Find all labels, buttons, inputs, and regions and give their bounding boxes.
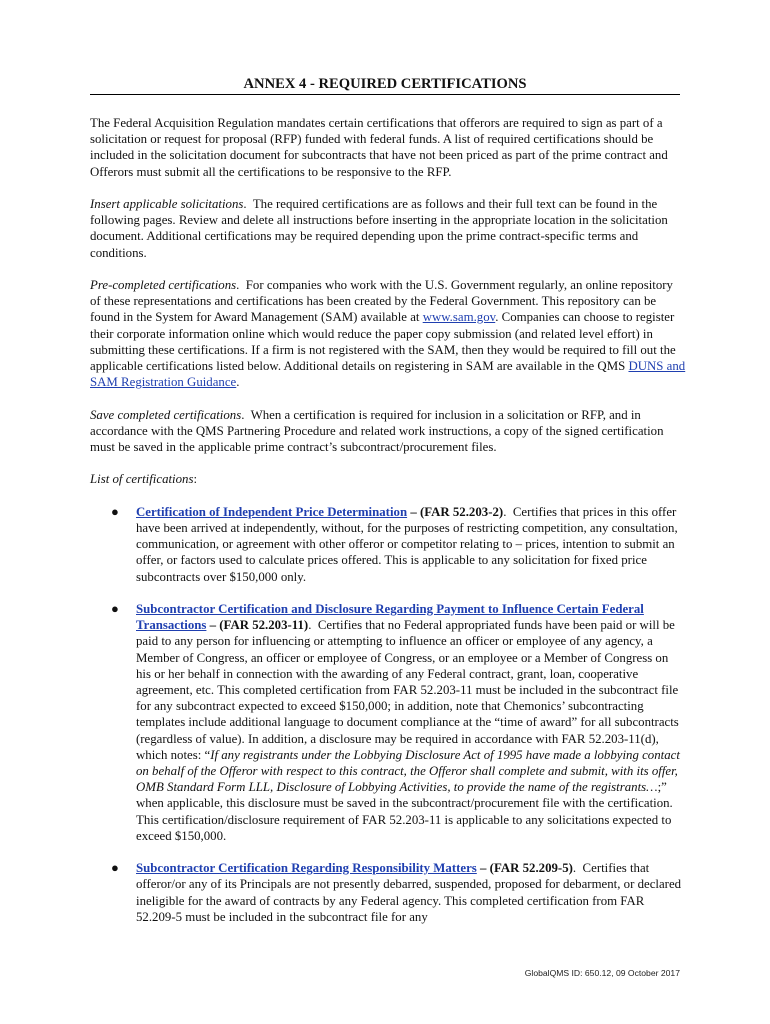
list-label: List of certifications [90, 472, 194, 487]
payment-to-influence-link[interactable]: Subcontractor Certification and Disclosure Regarding Payment to Influence Certain Federal Transactions [136, 602, 644, 633]
cert-description: Certifies that no Federal appropriated funds have been paid or will be paid to any person for influencing or attempting to influence an officer or employee of any agency, a Member of Congress, an officer or employee of Congress, or an employee or a Member of Congress on his or her behalf in connection with the awarding of any Federal contract, grant, loan, cooperative agreement, etc. This completed certification from FAR 52.203-11 must be included in the subcontract file for any subcontract expected to exceed $150,000; in addition, note that Chemonics’ subcontracting templates include additional language to document compliance at the “time of award” for all subcontracts (regardless of value). In addition, a disclosure may be required in accordance with FAR 52.203-11(d), which notes: “ [136, 618, 679, 762]
independent-price-determination-link[interactable]: Certification of Independent Price Determination [136, 504, 408, 519]
list-item: ● Certification of Independent Price Determination – (FAR 52.203-2). Certifies that prices in this offer have been arrived at independently, without, for the purposes of restricting competition, any consultation, communication, or agreement with other offeror or competitor relating to – prices, intention to submit an offer, or factors used to calculate prices offered. This is applicable to any solicitation for fixed price subcontracts over $150,000 only. [111, 503, 678, 584]
page-footer: GlobalQMS ID: 650.12, 09 October 2017 [524, 968, 680, 978]
cert-description: Certifies that prices in this offer have been arrived at independently, without, for the purposes of restricting competition, any consultation, communication, or agreement with other offeror or competitor relating to – prices, intention to submit an offer, or factors used to calculate prices offered. This is applicable to any solicitation for fixed price subcontracts over $150,000 only. [136, 504, 678, 584]
lobbying-quote: If any registrants under the Lobbying Disclosure Act of 1995 have made a lobbying contact on behalf of the Offeror with respect to this contract, the Offeror shall complete and submit, with its offer, OMB Standard Form LLL, Disclosure of Lobbying Activities, to provide the name of the registrants… [136, 747, 680, 795]
far-reference: – (FAR 52.203-11) [209, 618, 309, 633]
cert-description-continued: ;” when applicable, this disclosure must be saved in the subcontract/procurement file with the certification. This certification/disclosure requirement of FAR 52.203-11 is applicable to any solicitations expected to exceed $150,000. [136, 780, 673, 843]
precompleted-text-3: . [236, 375, 240, 390]
save-label: Save completed certifications [90, 407, 242, 422]
page-title: ANNEX 4 - REQUIRED CERTIFICATIONS [90, 76, 680, 95]
certifications-list [90, 504, 686, 925]
insert-label: Insert applicable solicitations [90, 197, 244, 211]
cert-description: Certifies that offeror/or any of its Principals are not presently debarred, suspended, proposed for debarment, or declared ineligible for the award of contracts by any Federal agency. This completed certification from FAR 52.209-5 must be included in the subcontract file for any [136, 861, 682, 924]
intro-paragraph: The Federal Acquisition Regulation mandates certain certifications that offerors are required to sign as part of a solicitation or request for proposal (RFP) funded with federal funds. A list of required certifications should be included in the solicitation document for subcontracts that have not been priced as part of the prime contract and Offerors must submit all the certifications to be responsive to the RFP. [90, 116, 668, 179]
responsibility-matters-link[interactable]: Subcontractor Certification Regarding Responsibility Matters [136, 861, 477, 876]
list-label-paragraph: List of certifications: [90, 472, 198, 487]
precompleted-paragraph: Pre-completed certifications. For companies who work with the U.S. Government regularly, an online repository of these representations and certifications has been created by the Federal Government. This repository can be found in the System for Award Management (SAM) available at www.sam.gov. Companies can choose to register their corporate information online which would reduce the paper copy submission (and related level effort) in submitting these certifications. If a firm is not registered with the SAM, then they would be required to fill out the applicable certifications listed below. Additional details on registering in SAM are available in the QMS DUNS and SAM Registration Guidance. [90, 278, 686, 390]
duns-sam-guidance-link[interactable]: DUNS and SAM Registration Guidance [90, 359, 686, 390]
insert-text: The required certifications are as follows and their full text can be found in the following pages. Review and delete all instructions before inserting in the appropriate location in the solicitation document. Additional certifications may be required depending upon the prime contract-specific terms and conditions. [90, 197, 668, 260]
save-paragraph: Save completed certifications. When a certification is required for inclusion in a solicitation or RFP, and in accordance with the QMS Partnering Procedure and related work instructions, a copy of the signed certification must be saved in the applicable prime contract’s subcontract/procurement files. [90, 407, 664, 455]
precompleted-text-2: . Companies can choose to register their corporate information online which would reduce the paper copy submission (and related level effort) in submitting these certifications. If a firm is not registered with the SAM, then they would be required to fill out the applicable certifications listed below. Additional details on registering in SAM are available in the QMS [90, 310, 676, 374]
bullet-icon: ● [111, 860, 119, 876]
far-reference: – (FAR 52.209-5) [480, 861, 573, 876]
far-reference: – (FAR 52.203-2) [410, 504, 504, 519]
bullet-icon: ● [111, 601, 119, 616]
sam-gov-link[interactable]: www.sam.gov [422, 310, 496, 325]
precompleted-label: Pre-completed certifications [90, 278, 237, 292]
save-text: When a certification is required for inclusion in a solicitation or RFP, and in accordance with the QMS Partnering Procedure and related work instructions, a copy of the signed certification must be saved in the applicable prime contract’s subcontract/procurement files. [90, 407, 664, 455]
list-item: ● Subcontractor Certification and Disclosure Regarding Payment to Influence Certain Federal Transactions – (FAR 52.203-11). Certifies that no Federal appropriated funds have been paid or will be paid to any person for influencing or attempting to influence an officer or employee of any agency, a Member of Congress, an officer or employee of Congress, or an employee or a Member of Congress on his or her behalf in connection with the awarding of any Federal contract, grant, loan, cooperative agreement, etc. This completed certification from FAR 52.203-11 must be included in the subcontract file for any subcontract expected to exceed $150,000; in addition, note that Chemonics’ subcontracting templates include additional language to document compliance at the “time of award” for all subcontracts (regardless of value). In addition, a disclosure may be required in accordance with FAR 52.203-11(d), which notes: “If any registrants under the Lobbying Disclosure Act of 1995 have made a lobbying contact on behalf of the Offeror with respect to this contract, the Offeror shall complete and submit, with its offer, OMB Standard Form LLL, Disclosure of Lobbying Activities, to provide the name of the registrants…;” when applicable, this disclosure must be saved in the subcontract/procurement file with the certification. This certification/disclosure requirement of FAR 52.203-11 is applicable to any solicitations expected to exceed $150,000. [111, 601, 680, 843]
bullet-icon: ● [111, 503, 119, 519]
precompleted-text-1: For companies who work with the U.S. Government regularly, an online repository of these representations and certifications has been created by the Federal Government. This repository can be found in the System for Award Management (SAM) available at [90, 278, 673, 325]
insert-paragraph: Insert applicable solicitations. The required certifications are as follows and their full text can be found in the following pages. Review and delete all instructions before inserting in the appropriate location in the solicitation document. Additional certifications may be required depending upon the prime contract-specific terms and conditions. [90, 197, 668, 260]
document-body [90, 115, 686, 941]
list-item: ● Subcontractor Certification Regarding Responsibility Matters – (FAR 52.209-5). Certifies that offeror/or any of its Principals are not presently debarred, suspended, proposed for debarment, or declared ineligible for the award of contracts by any Federal agency. This completed certification from FAR 52.209-5 must be included in the subcontract file for any [111, 860, 682, 924]
